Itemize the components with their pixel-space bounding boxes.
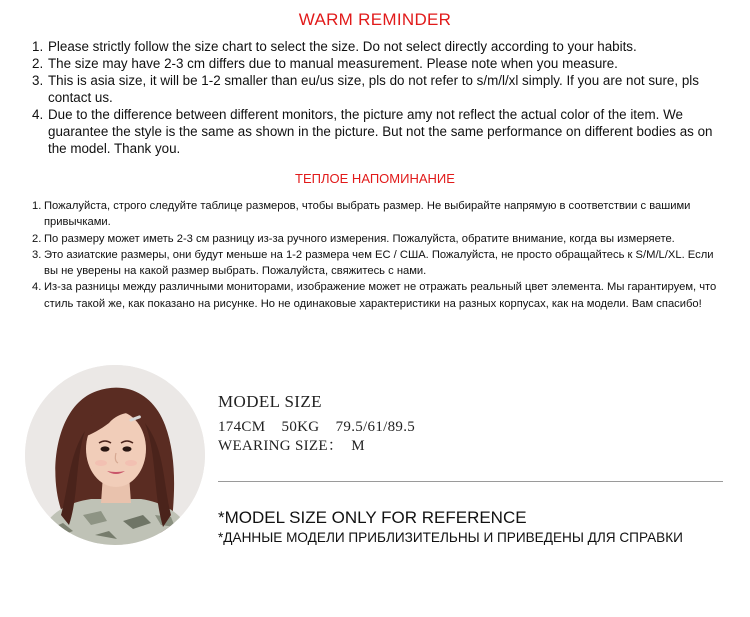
- divider: [218, 481, 723, 482]
- item-number: 3.: [32, 248, 42, 261]
- model-size-heading: MODEL SIZE: [218, 392, 322, 411]
- warm-reminder-title: WARM REMINDER: [298, 10, 452, 29]
- model-portrait-illustration: [25, 365, 205, 545]
- list-item: [32, 279, 722, 312]
- item-text: Due to the difference between different monitors, the picture amy not reflect the actual color of the item. We guarantee the style is the same as shown in the picture. But not the same performance on different bodies as on the model. Thank you.: [48, 107, 713, 156]
- list-item: [32, 231, 722, 247]
- item-text: Пожалуйста, строго следуйте таблице размеров, чтобы выбрать размер. Не выбирайте напрямую в соответствии с вашими привычками.: [44, 200, 691, 229]
- model-size-block: [218, 392, 415, 456]
- list-item: [32, 247, 722, 280]
- list-item: [32, 72, 722, 106]
- reference-note-ru: *ДАННЫЕ МОДЕЛИ ПРИБЛИЗИТЕЛЬНЫ И ПРИВЕДЕНЫ ДЛЯ СПРАВКИ: [218, 530, 683, 545]
- list-item: [32, 106, 722, 157]
- list-item: [32, 55, 722, 72]
- warm-reminder-title-ru: ТЕПЛОЕ НАПОМИНАНИЕ: [295, 171, 455, 186]
- item-number: 4.: [32, 107, 44, 122]
- item-number: 1.: [32, 200, 42, 212]
- item-number: 2.: [32, 232, 42, 245]
- wearing-size: WEARING SIZE： M: [218, 438, 365, 454]
- item-number: 4.: [32, 281, 42, 294]
- item-text: Это азиатские размеры, они будут меньше на 1-2 размера чем ЕС / США. Пожалуйста, не просто обращайтесь к S/M/L/XL. Если вы не уверены на какой размер выбрать. Пожалуйста, свяжитесь с нами.: [44, 248, 714, 278]
- reference-note-en: *MODEL SIZE ONLY FOR REFERENCE: [218, 508, 527, 527]
- item-number: 2.: [32, 56, 44, 71]
- model-stats: 174CM 50KG 79.5/61/89.5: [218, 419, 416, 435]
- item-text: This is asia size, it will be 1-2 smaller than eu/us size, pls do not refer to s/m/l/xl simply. If you are not sure, pls contact us.: [48, 73, 699, 105]
- list-item: [32, 198, 722, 231]
- reminder-list-ru: [32, 198, 722, 312]
- item-number: 1.: [32, 39, 44, 54]
- list-item: [32, 38, 722, 55]
- item-text: Please strictly follow the size chart to select the size. Do not select directly according to your habits.: [48, 39, 637, 54]
- item-text: По размеру может иметь 2-3 см разницу из-за ручного измерения. Пожалуйста, обратите внимание, когда вы измеряете.: [44, 232, 675, 245]
- item-number: 3.: [32, 73, 44, 88]
- item-text: Из-за разницы между различными мониторами, изображение может не отражать реальный цвет элемента. Мы гарантируем, что стиль такой же, как показано на рисунке. Но не одинаковые характеристики на разных корпусах, как на модели. Вам спасибо!: [44, 281, 717, 310]
- item-text: The size may have 2-3 cm differs due to manual measurement. Please note when you measure.: [48, 56, 618, 71]
- reminder-list-en: [32, 38, 722, 157]
- model-photo: [25, 365, 205, 545]
